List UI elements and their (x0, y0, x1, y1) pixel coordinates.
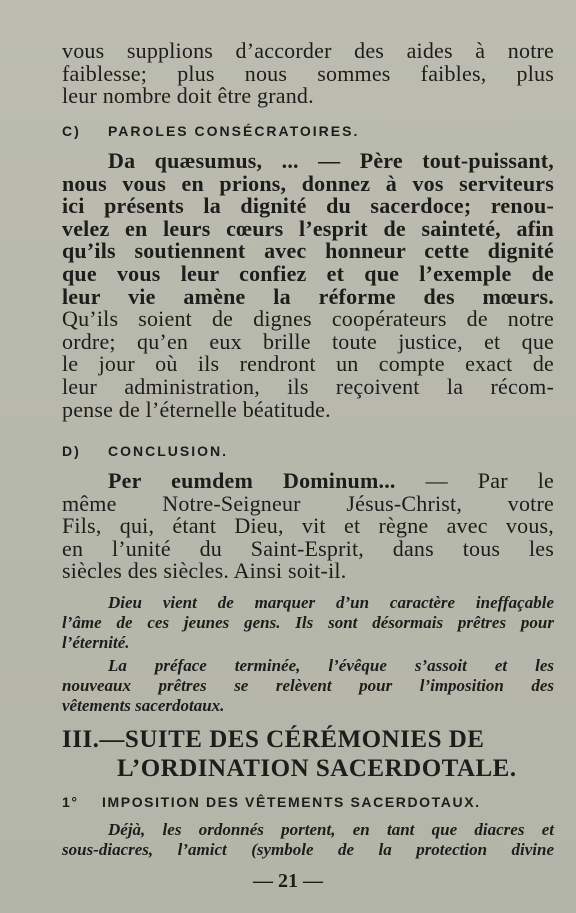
text-line: La préface terminée, l’évêque s’assoit et les (108, 656, 554, 675)
text-line: ici présents la dignité du sacerdoce; renou- (62, 193, 554, 219)
part-title-line: L’ORDINATION SACERDOTALE. (117, 755, 517, 782)
text-line: qu’ils soutiennent avec honneur cette dignité (62, 238, 554, 264)
intro-paragraph (62, 40, 554, 108)
text-line: Qu’ils soient de dignes coopérateurs de notre (62, 306, 554, 332)
text-line: en l’unité du Saint-Esprit, dans tous les (62, 535, 554, 561)
section-title: CONCLUSION. (108, 443, 228, 459)
text-line: nous vous en prions, donnez à vos serviteurs (62, 170, 554, 196)
text-line: l’éternité. (62, 633, 130, 652)
section-label: C) (62, 123, 81, 139)
text-line: pense de l’éternelle béatitude. (62, 396, 331, 422)
text-line: Dieu vient de marquer d’un caractère ineffaçable (108, 593, 554, 612)
text-line: Déjà, les ordonnés portent, en tant que diacres et (108, 820, 554, 839)
text-line: que vous leur confiez et que l’exemple de (62, 260, 554, 286)
part-title (62, 725, 554, 783)
section-heading-d (62, 443, 554, 459)
text-line (62, 470, 554, 493)
text-line: vêtements sacerdotaux. (62, 696, 225, 715)
conclusion-lead: Per eumdem Dominum... (108, 468, 396, 493)
section-heading-1 (62, 794, 554, 810)
section-label: D) (62, 443, 81, 459)
text-line: même Notre-Seigneur Jésus-Christ, votre (62, 490, 554, 516)
text-line: Da quæsumus, ... — Père tout-puissant, (108, 148, 554, 173)
section-title: PAROLES CONSÉCRATOIRES. (108, 123, 360, 139)
conclusion-lead-rest: — Par le (395, 468, 554, 493)
text-line: velez en leurs cœurs l’esprit de sainteté, afin (62, 215, 554, 241)
text-line: leur nombre doit être grand. (62, 83, 314, 109)
text-line: leur administration, ils reçoivent la récom- (62, 373, 554, 399)
part-title-line: III.—SUITE DES CÉRÉMONIES DE (62, 726, 485, 753)
text-line: ordre; qu’en eux brille toute justice, et que (62, 328, 554, 354)
text-line: siècles des siècles. Ainsi soit-il. (62, 558, 347, 584)
rubric-paragraph (62, 820, 554, 860)
text-line: leur vie amène la réforme des mœurs. (62, 283, 554, 309)
text-line: faiblesse; plus nous sommes faibles, plus (62, 60, 554, 86)
text-line: Fils, qui, étant Dieu, vit et règne avec vous, (62, 513, 554, 539)
text-line: sous-diacres, l’amict (symbole de la protection divine (62, 840, 554, 859)
rubric-paragraph (62, 656, 554, 716)
section-title: IMPOSITION DES VÊTEMENTS SACERDOTAUX. (102, 794, 481, 810)
text-line: nouveaux prêtres se relèvent pour l’imposition des (62, 676, 554, 695)
page-number: — 21 — (253, 870, 323, 892)
rubric-paragraph (62, 593, 554, 653)
text-line: le jour où ils rendront un compte exact de (62, 351, 554, 377)
conclusion-paragraph (62, 470, 554, 583)
text-line: vous supplions d’accorder des aides à notre (62, 38, 554, 63)
text-line: l’âme de ces jeunes gens. Ils sont désormais prêtres pour (62, 613, 554, 632)
consecration-paragraph (62, 150, 554, 421)
section-heading-c (62, 123, 554, 139)
section-label: 1° (62, 794, 79, 810)
